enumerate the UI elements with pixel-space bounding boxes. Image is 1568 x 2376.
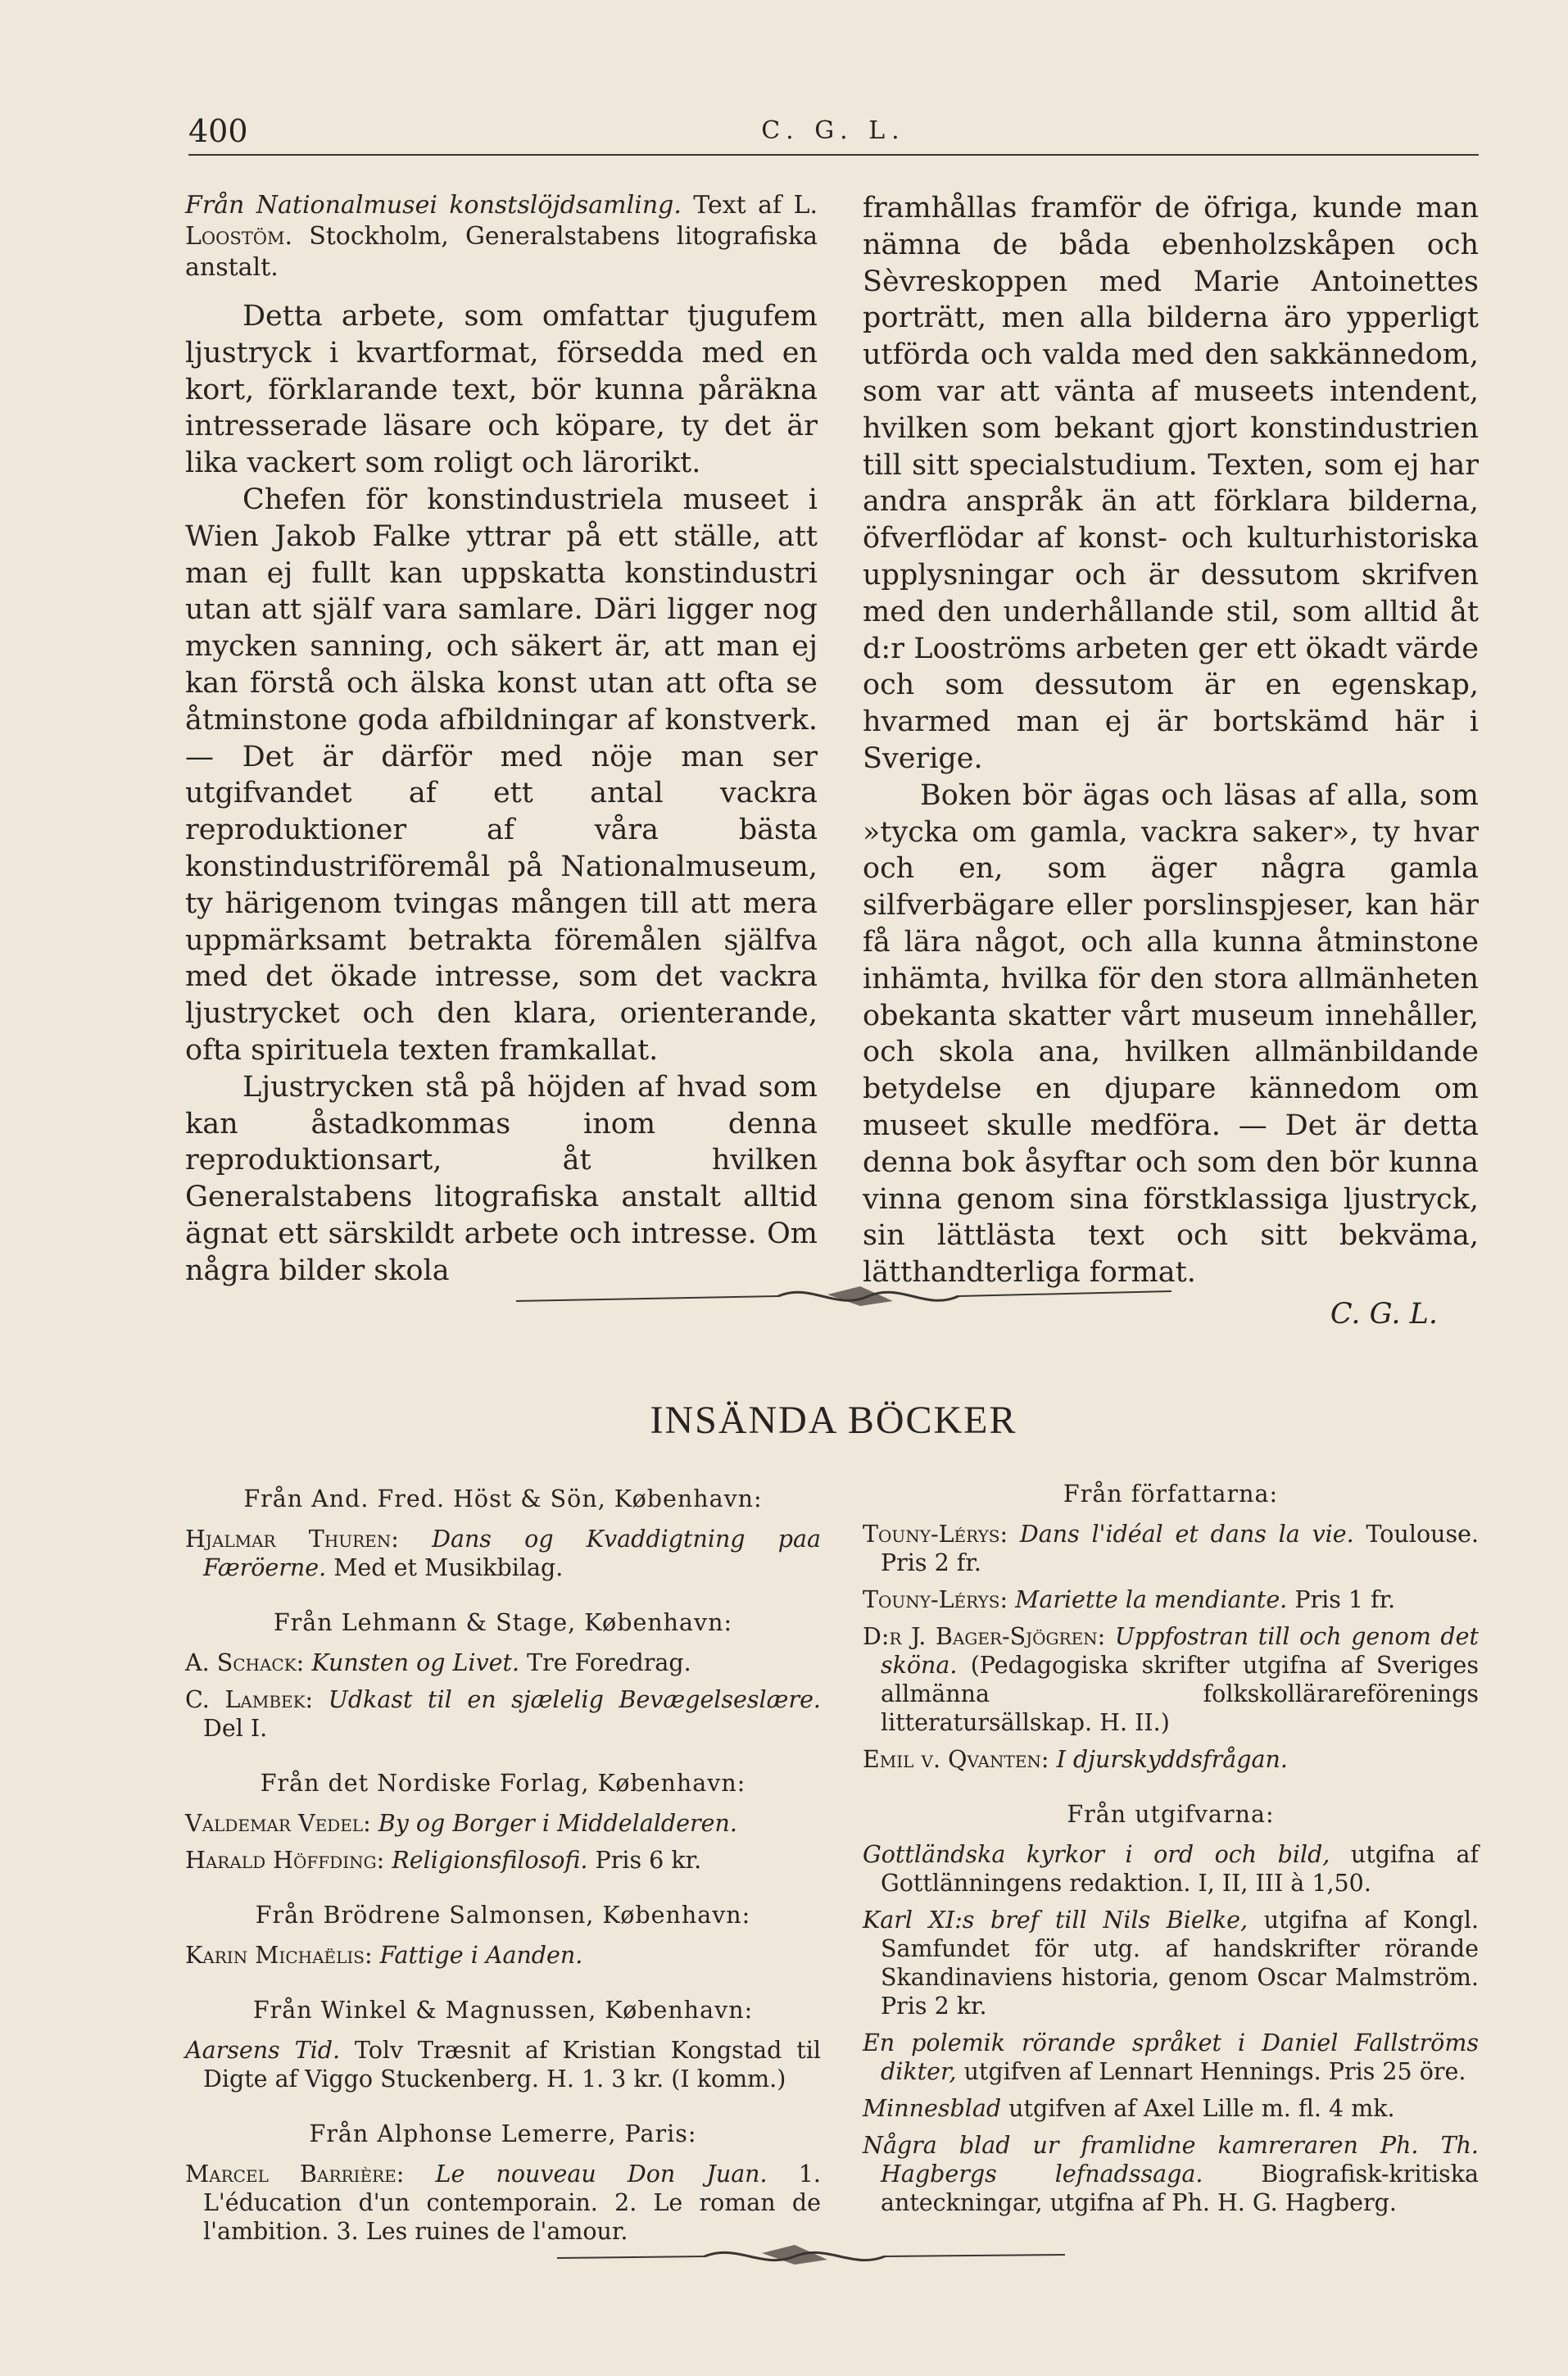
section-title: INSÄNDA BÖCKER — [650, 1399, 1017, 1442]
review-paragraph: Ljustrycken stå på höjden af hvad som kan åstadkommas inom denna reproduktionsart, åt hvilken Generalstabens litografiska anstalt alltid ägnat ett särskildt arbete och intresse. Om några bilder skola — [185, 1070, 818, 1287]
review-paragraph: framhållas framför de öfriga, kunde man nämna de båda ebenholzskåpen och Sèvreskoppen med Marie Antoinettes porträtt, men alla bilderna äro ypperligt utförda och valda med den sakkännedom, som var att vänta af museets intendent, hvilken som bekant gjort konstindustrien till sitt specialstudium. Texten, som ej har andra anspråk än att förklara bilderna, öfverflödar af konst- och kulturhistoriska upplysningar och är dessutom skrifven med den underhållande stil, som alltid åt d:r Looströms arbeten ger ett ökadt värde och som dessutom är en egenskap, hvarmed man ej är bortskämd här i Sverige. — [863, 192, 1479, 775]
review-signature: C. G. L. — [1330, 1297, 1438, 1331]
book-entry — [185, 1809, 821, 1838]
book-entry — [863, 1840, 1479, 1898]
book-title: Kunsten og Livet. — [311, 1649, 520, 1676]
book-author: Marcel Barrière: — [185, 2161, 405, 2188]
publisher-heading: Från Alphonse Lemerre, Paris: — [309, 2120, 697, 2147]
book-details: utgifven af Lennart Hennings. Pris 25 öre. — [963, 2058, 1466, 2085]
publisher-heading: Från Lehmann & Stage, København: — [273, 1609, 733, 1636]
publisher-heading: Från And. Fred. Höst & Sön, København: — [243, 1485, 763, 1512]
book-details: Tolv Træsnit af Kristian Kongstad til Digte af Viggo Stuckenberg. H. 1. 3 kr. (I komm.) — [203, 2037, 821, 2093]
book-details: Med et Musikbilag. — [333, 1554, 564, 1581]
book-title: Le nouveau Don Juan. — [435, 2161, 768, 2188]
book-entry — [863, 2131, 1479, 2217]
book-details: utgifna af Kongl. Samfundet för utg. af handskrifter rörande Skandinaviens historia, genom Oscar Malmström. Pris 2 kr. — [881, 1907, 1480, 2020]
publisher-heading: Från författarna: — [1063, 1480, 1279, 1508]
book-entry — [185, 2160, 821, 2246]
ornament-end — [557, 2237, 1065, 2278]
review-source-publisher: Stockholm, Generalstabens litografiska anstalt. — [185, 222, 818, 282]
book-details: 1. L'éducation d'un contemporain. 2. Le roman de l'ambition. 3. Les ruines de l'amour. — [203, 2161, 821, 2245]
book-details: Tre Foredrag. — [527, 1649, 691, 1676]
list-gap — [185, 1883, 821, 1901]
book-author: C. Lambek: — [185, 1686, 314, 1713]
book-title: Mariette la mendiante. — [1015, 1586, 1288, 1613]
list-gap — [185, 1751, 821, 1769]
book-title: Dans l'idéal et dans la vie. — [1019, 1521, 1354, 1548]
book-author: Karin Michaëlis: — [185, 1942, 373, 1969]
book-author: Touny-Lérys: — [863, 1586, 1008, 1613]
book-details: Pris 6 kr. — [595, 1847, 702, 1874]
books-left-list — [185, 1485, 821, 2254]
books-right-list — [863, 1480, 1479, 2225]
book-title: Några blad ur framlidne kamreraren Ph. Th. Hagbergs lefnadssaga. — [863, 2132, 1479, 2188]
book-author: Valdemar Vedel: — [185, 1810, 371, 1837]
book-entry — [185, 2036, 821, 2093]
book-entry — [863, 1520, 1479, 1577]
book-title: By og Borger i Middelalderen. — [378, 1810, 737, 1837]
book-title: Minnesblad — [863, 2095, 1002, 2122]
review-paragraph: Chefen för konstindustriela museet i Wien Jakob Falke yttrar på ett ställe, att man ej fullt kan uppskatta konstindustri utan att själf vara samlare. Däri ligger nog mycken sanning, och säkert är, att man ej kan förstå och älska konst utan att ofta se åtminstone goda afbildningar af konstverk. — Det är därför med nöje man ser utgifvandet af ett antal vackra reproduktioner af våra bästa konstindustriföremål på Nationalmuseum, ty härigenom tvingas mången till att mera uppmärksamt betrakta föremålen själfva med det ökade intresse, som det vackra ljustrycket och den klara, orienterande, ofta spirituela texten framkallat. — [185, 483, 818, 1067]
book-title: Uppfostran till och genom det sköna. — [881, 1623, 1479, 1679]
review-source-author: L. Loostöm. — [185, 191, 818, 251]
book-entry — [863, 2094, 1479, 2123]
book-entry — [185, 1941, 821, 1970]
book-details: Biografisk-kritiska anteckningar, utgifna af Ph. H. G. Hagberg. — [881, 2161, 1479, 2216]
review-paragraph: Detta arbete, som omfattar tjugufem ljustryck i kvartformat, försedda med en kort, förklarande text, bör kunna påräkna intresserade läsare och köpare, ty det är lika vackert som roligt och lärorikt. — [185, 300, 818, 480]
review-right-column — [863, 190, 1479, 1333]
book-details: Pris 1 fr. — [1294, 1586, 1396, 1613]
book-title: Udkast til en sjælelig Bevægelseslære. — [328, 1686, 821, 1713]
book-title: Fattige i Aanden. — [379, 1942, 583, 1969]
publisher-heading: Från det Nordiske Forlag, København: — [260, 1770, 746, 1797]
review-paragraph: Boken bör ägas och läsas af alla, som »tycka om gamla, vackra saker», ty hvar och en, som äger några gamla silfverbägare eller porslinspjeser, kan här få lära något, och alla kunna åtminstone inhämta, hvilka för den stora allmänheten obekanta skatter vårt museum innehåller, och skola ana, hvilken allmänbildande betydelse en djupare kännedom om museet skulle medföra. — Det är detta denna bok åsyftar och som den bör kunna vinna genom sina förstklassiga ljustryck, sin lättlästa text och sitt bekväma, lätthandterliga format. — [863, 778, 1479, 1290]
review-source-text-by: Text af — [693, 191, 782, 220]
book-entry — [863, 2029, 1479, 2086]
book-entry — [863, 1906, 1479, 2020]
review-left-column — [185, 190, 818, 1290]
running-head: C. G. L. — [761, 116, 906, 145]
book-title: Aarsens Tid. — [185, 2037, 341, 2064]
book-title: Dans og Kvaddigtning paa Færöerne. — [203, 1526, 821, 1581]
book-details: (Pedagogiska skrifter utgifna af Sveriges allmänna folkskollärareförenings litteratursällskap. H. II.) — [881, 1652, 1479, 1736]
ornament-divider — [516, 1278, 1171, 1319]
book-title: Religionsfilosofi. — [392, 1847, 588, 1874]
book-details: utgifna af Gottlänningens redaktion. I, II, III à 1,50. — [881, 1841, 1479, 1897]
book-entry — [863, 1745, 1479, 1774]
review-source-title: Från Nationalmusei konstslöjdsamling. — [185, 191, 682, 220]
list-gap — [185, 1978, 821, 1996]
book-entry — [185, 1846, 821, 1875]
publisher-heading: Från utgifvarna: — [1067, 1801, 1275, 1828]
book-entry — [185, 1648, 821, 1677]
book-author: Hjalmar Thuren: — [185, 1526, 399, 1553]
book-title: En polemik rörande språket i Daniel Fallströms dikter, — [863, 2029, 1479, 2085]
running-header — [188, 113, 1479, 156]
book-details: Toulouse. Pris 2 fr. — [881, 1521, 1480, 1576]
book-author: Emil v. Qvanten: — [863, 1746, 1049, 1773]
book-author: Touny-Lérys: — [863, 1521, 1008, 1548]
book-details: Del I. — [203, 1715, 268, 1742]
book-entry — [863, 1585, 1479, 1614]
list-gap — [185, 1590, 821, 1608]
list-gap — [863, 1782, 1479, 1800]
book-entry — [863, 1622, 1479, 1737]
book-title: I djurskyddsfrågan. — [1056, 1746, 1288, 1773]
book-author: Harald Höffding: — [185, 1847, 385, 1874]
book-title: Karl XI:s bref till Nils Bielke, — [863, 1907, 1249, 1934]
publisher-heading: Från Brödrene Salmonsen, København: — [255, 1902, 751, 1929]
publisher-heading: Från Winkel & Magnussen, København: — [252, 1997, 754, 2024]
review-source — [185, 190, 818, 283]
book-entry — [185, 1685, 821, 1743]
book-title: Gottländska kyrkor i ord och bild, — [863, 1841, 1330, 1868]
book-entry — [185, 1525, 821, 1582]
list-gap — [185, 2102, 821, 2120]
page-number: 400 — [188, 113, 248, 149]
book-author: D:r J. Bager-Sjögren: — [863, 1623, 1106, 1650]
book-details: utgifven af Axel Lille m. fl. 4 mk. — [1008, 2095, 1395, 2122]
book-author: A. Schack: — [185, 1649, 305, 1676]
